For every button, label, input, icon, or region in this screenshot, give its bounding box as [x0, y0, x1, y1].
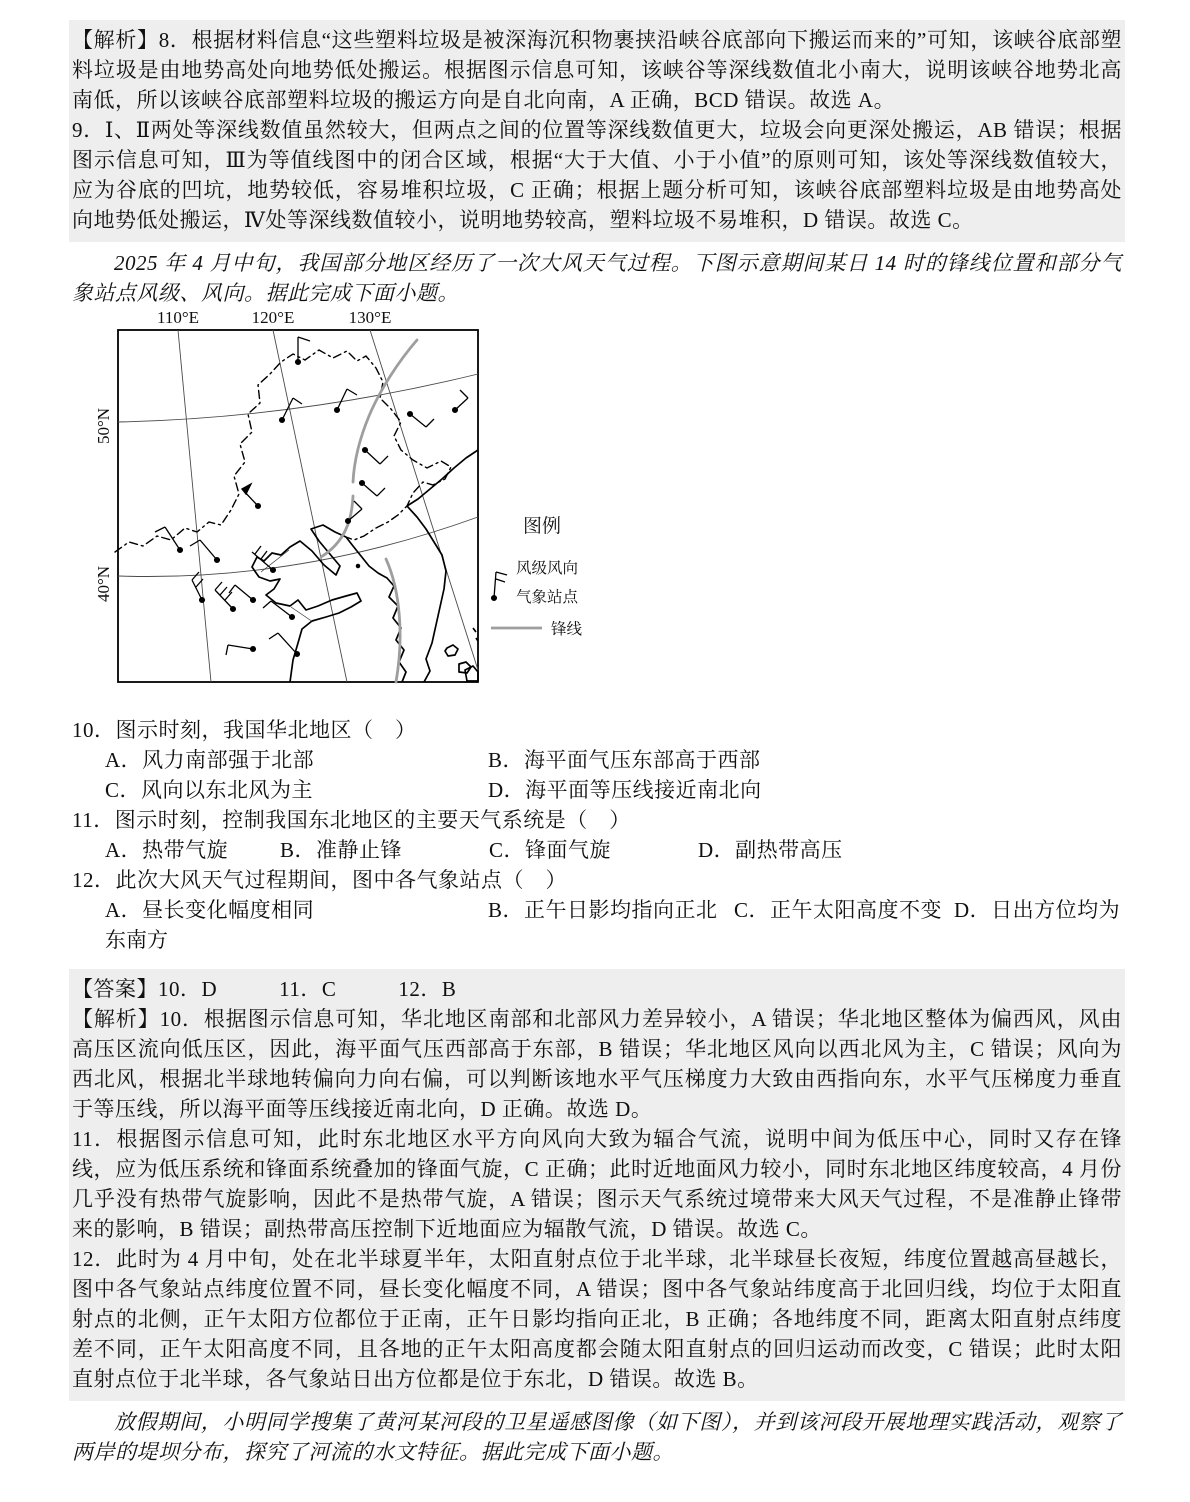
question-12-number: 12． — [72, 868, 116, 892]
station-barb — [363, 448, 388, 464]
map-frame — [118, 330, 478, 682]
question-12-text: 此次大风天气过程期间，图中各气象站点（ ） — [115, 868, 567, 892]
answer-12: 12．B — [398, 977, 457, 1001]
option-12-d: D．日出方位均为 — [954, 898, 1121, 922]
front-yellow-sea — [386, 559, 400, 682]
station-barb — [190, 540, 219, 562]
legend-station-label: 气象站点 — [516, 589, 579, 606]
national-border-dashdot — [115, 350, 451, 552]
legend — [491, 515, 583, 638]
meridian-120e — [273, 330, 347, 682]
question-11-text: 图示时刻，控制我国东北地区的主要天气系统是（ ） — [114, 808, 631, 832]
lat-40n-label: 40°N — [95, 565, 113, 602]
legend-wind-label: 风级风向 — [516, 560, 579, 577]
question-10-number: 10． — [72, 718, 116, 742]
weather-map-figure — [95, 310, 1122, 703]
analysis-paragraph-12: 12．此时为 4 月中旬，处在北半球夏半年，太阳直射点位于北半球，北半球昼长夜短，纬度位置越高昼越长，图中各气象站点纬度位置不同，昼长变化幅度不同，A 错误；图中各气象站纬度高于北回归线，均位于太阳直射点的北侧，正午太阳方位都位于正南，正午日影均指向正北，B 正确；各地纬度不同，距离太阳直射点纬度差不同，正午太阳高度不同，且各地的正午太阳高度都会随太阳直射点的回归运动而改变，C 错误；此时太阳直射点位于北半球，各气象站日出方位都是位于东北，D 错误。故选 B。 — [72, 1247, 1122, 1391]
option-11-c: C．锋面气旋 — [489, 838, 612, 862]
question-12-options-row — [72, 895, 1122, 925]
option-11-a: A．热带气旋 — [105, 838, 229, 862]
question-11-stem — [72, 805, 1122, 835]
station-barb — [296, 337, 310, 364]
material-wind-paragraph: 2025 年 4 月中旬，我国部分地区经历了一次大风天气过程。下图示意期间某日 14 时的锋线位置和部分气象站点风级、风向。据此完成下面小题。 — [72, 251, 1122, 305]
lon-130e-label: 130°E — [348, 310, 392, 327]
option-12-b: B．正午日影均指向正北 — [488, 898, 718, 922]
question-11-number: 11． — [72, 808, 115, 832]
legend-front-label: 锋线 — [551, 621, 583, 638]
legend-title: 图例 — [523, 516, 562, 537]
lon-110e-label: 110°E — [156, 310, 200, 327]
option-11-d: D．副热带高压 — [698, 838, 843, 862]
coast-korea-west — [346, 537, 406, 682]
station-barb — [453, 390, 468, 412]
parallel-50n — [118, 374, 478, 422]
coast-russia — [407, 450, 478, 506]
option-10-c: C．风向以东北风为主 — [105, 778, 314, 802]
lon-120e-label: 120°E — [251, 310, 295, 327]
option-10-a: A．风力南部强于北部 — [105, 748, 315, 772]
analysis-block-8-9 — [69, 20, 1125, 242]
analysis-paragraph-8: 【解析】8．根据材料信息“这些塑料垃圾是被深海沉积物裹挟沿峡谷底部向下搬运而来的”可知，该峡谷底部塑料垃圾是由地势高处向地势低处搬运。根据图示信息可知，该峡谷等深线数值北小南大，说明该峡谷地势北高南低，所以该峡谷底部塑料垃圾的搬运方向是自北向南，A 正确，BCD 错误。故选 A。 — [72, 28, 1122, 112]
question-10-text: 图示时刻，我国华北地区（ ） — [115, 718, 417, 742]
questions-block — [72, 715, 1122, 955]
station-barb — [360, 481, 385, 496]
front-main-upper — [353, 340, 417, 482]
station-barb — [226, 645, 255, 655]
station-barb — [229, 585, 255, 602]
option-10-d: D．海平面等压线接近南北向 — [488, 778, 762, 802]
answer-analysis-block — [69, 969, 1125, 1401]
station-barb — [408, 412, 434, 427]
question-10-options-row-2 — [72, 775, 1122, 805]
lat-50n-label: 50°N — [95, 407, 113, 444]
answer-line — [72, 974, 1122, 1004]
analysis-paragraph-10: 【解析】10．根据图示信息可知，华北地区南部和北部风力差异较小，A 错误；华北地区整体为偏西风，风由高压区流向低压区，因此，海平面气压西部高于东部，B 错误；华北地区风向以西北风为主，C 错误；风向为西北风，根据北半球地转偏向力向右偏，可以判断该地水平气压梯度力大致由西指向东，水平气压梯度力垂直于等压线，所以海平面等压线接近南北向，D 正确。故选 D。 — [72, 1007, 1122, 1121]
answer-10: 10．D — [158, 977, 218, 1001]
option-12-c: C．正午太阳高度不变 — [734, 898, 943, 922]
question-11-options-row — [72, 835, 1122, 865]
analysis-paragraph-11: 11．根据图示信息可知，此时东北地区水平方向风向大致为辐合气流，说明中间为低压中心，同时又存在锋线，应为低压系统和锋面系统叠加的锋面气旋，C 正确；此时近地面风力较小，同时东北地区纬度较高，4 月份几乎没有热带气旋影响，因此不是热带气旋，A 错误；图示天气系统过境带来大风天气过程，不是准静止锋带来的影响，B 错误；副热带高压控制下近地面应为辐散气流，D 错误。故选 C。 — [72, 1127, 1122, 1241]
island-1 — [445, 645, 458, 656]
station-barb — [269, 633, 299, 656]
option-11-b: B．准静止锋 — [280, 838, 403, 862]
question-10-stem — [72, 715, 1122, 745]
answer-label: 【答案】 — [72, 977, 158, 1001]
option-12-d-continuation: 东南方 — [105, 928, 168, 952]
coastal-detail-lines — [261, 550, 313, 622]
station-barb — [346, 501, 362, 523]
answer-11: 11．C — [279, 977, 337, 1001]
longitude-labels — [157, 310, 391, 327]
coast-korea-east — [407, 506, 446, 682]
station-barb-flag — [242, 484, 260, 508]
graticule — [118, 330, 478, 682]
question-12-stem — [72, 865, 1122, 895]
weather-map — [95, 310, 635, 695]
station-barb-3 — [215, 582, 235, 611]
question-10-options-row-1 — [72, 745, 1122, 775]
option-12-a: A．昼长变化幅度相同 — [105, 898, 315, 922]
material-river-paragraph: 放假期间，小明同学搜集了黄河某河段的卫星遥感图像（如下图），并到该河段开展地理实践活动，观察了两岸的堤坝分布，探究了河流的水文特征。据此完成下面小题。 — [72, 1410, 1122, 1464]
analysis-paragraph-9: 9．Ⅰ、Ⅱ两处等深线数值虽然较大，但两点之间的位置等深线数值更大，垃圾会向更深处搬运，AB 错误；根据图示信息可知，Ⅲ为等值线图中的闭合区域，根据“大于大值、小于小值”的原则可知，该处等深线数值较大，应为谷底的凹坑，地势较低，容易堆积垃圾，C 正确；根据上题分析可知，该峡谷底部塑料垃圾是由地势高处向地势低处搬运，Ⅳ处等深线数值较小，说明地势较高，塑料垃圾不易堆积，D 错误。故选 C。 — [72, 118, 1122, 232]
legend-wind-barb-icon — [492, 572, 507, 600]
meridian-110e — [178, 330, 211, 682]
station-dot — [356, 564, 359, 567]
option-10-b: B．海平面气压东部高于西部 — [488, 748, 761, 772]
latitude-labels — [95, 408, 113, 602]
